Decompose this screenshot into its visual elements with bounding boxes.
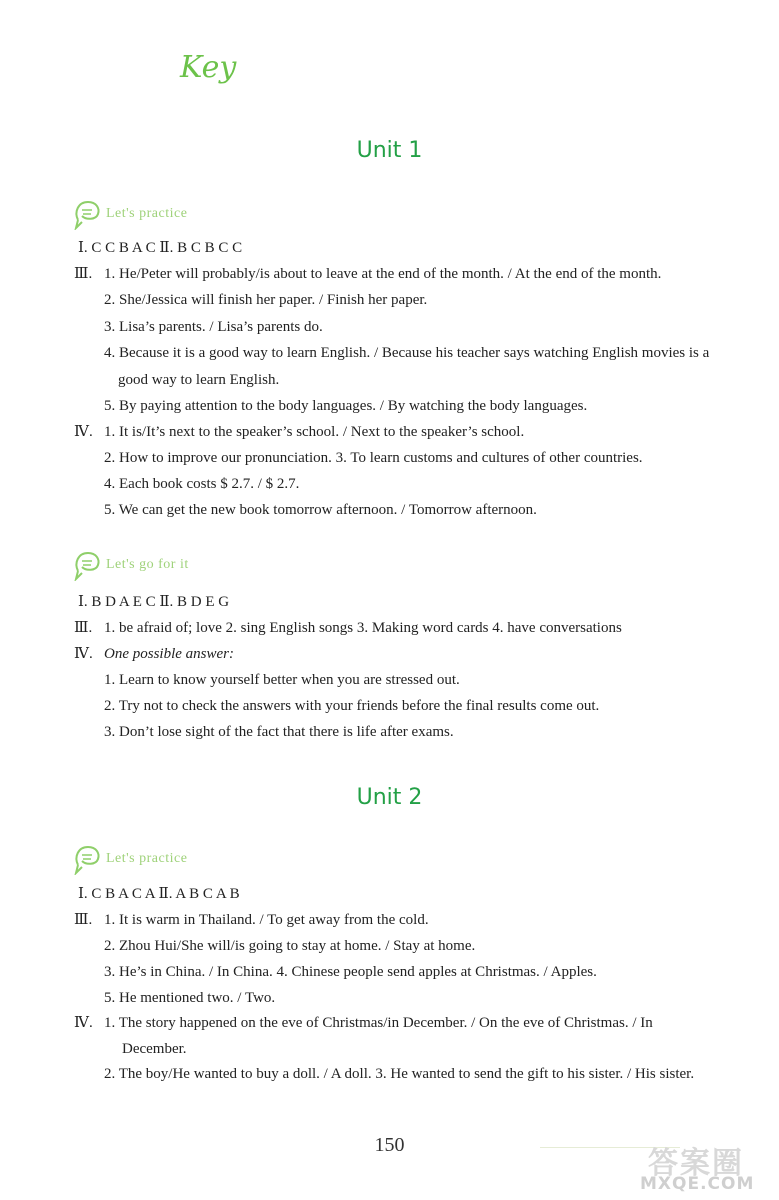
answer-line: 5. He mentioned two. / Two. [104, 990, 276, 1006]
pencil-note-icon [72, 549, 102, 581]
roman-numeral: Ⅳ. [74, 1015, 93, 1031]
answer-text: One possible answer: [104, 646, 234, 662]
answer-line: 5. We can get the new book tomorrow afternoon. / Tomorrow afternoon. [104, 502, 537, 518]
roman-numeral: Ⅲ. [74, 266, 93, 282]
answer-line: 4. Each book costs $ 2.7. / $ 2.7. [104, 476, 300, 492]
answer-line [74, 645, 234, 663]
answer-line [74, 619, 622, 637]
answer-line: December. [122, 1041, 187, 1057]
answer-line: 3. He’s in China. / In China. 4. Chinese people send apples at Christmas. / Apples. [104, 964, 597, 980]
unit-2-title: Unit 2 [356, 785, 423, 810]
answer-line: good way to learn English. [118, 372, 280, 388]
answer-line: Ⅰ. B D A E C Ⅱ. B D E G [78, 594, 230, 610]
pencil-note-icon [72, 198, 102, 230]
answer-line: 2. The boy/He wanted to buy a doll. / A doll. 3. He wanted to send the gift to his sister. / His sister. [104, 1066, 695, 1082]
answer-line: 2. How to improve our pronunciation. 3. To learn customs and cultures of other countries. [104, 450, 643, 466]
answer-line: 1. Learn to know yourself better when you are stressed out. [104, 672, 460, 688]
answer-line: Ⅰ. C C B A C Ⅱ. B C B C C [78, 240, 243, 256]
pencil-note-icon [72, 843, 102, 875]
section-label: Let's practice [106, 206, 188, 221]
answer-line: 2. She/Jessica will finish her paper. / Finish her paper. [104, 292, 428, 308]
watermark-top: 答案圈 [648, 1146, 744, 1181]
answer-line: 4. Because it is a good way to learn English. / Because his teacher says watching English movies is a [104, 345, 710, 361]
answer-line: 2. Zhou Hui/She will/is going to stay at home. / Stay at home. [104, 938, 476, 954]
answer-line: 3. Don’t lose sight of the fact that there is life after exams. [104, 724, 454, 740]
answer-text: 1. be afraid of; love 2. sing English songs 3. Making word cards 4. have conversations [104, 620, 622, 636]
roman-numeral: Ⅲ. [74, 620, 93, 636]
answer-line: 5. By paying attention to the body languages. / By watching the body languages. [104, 398, 588, 414]
section-label: Let's go for it [106, 557, 189, 572]
section-header-go-for-it [72, 548, 189, 582]
roman-numeral: Ⅳ. [74, 424, 93, 440]
section-header-practice [72, 197, 187, 231]
answer-text: 1. The story happened on the eve of Christmas/in December. / On the eve of Christmas. / In [104, 1015, 653, 1031]
answer-text: 1. He/Peter will probably/is about to leave at the end of the month. / At the end of the month. [104, 266, 662, 282]
key-title: Key [180, 50, 237, 85]
answer-line [74, 265, 661, 283]
answer-text: 1. It is/It’s next to the speaker’s school. / Next to the speaker’s school. [104, 424, 525, 440]
answer-line [74, 1014, 653, 1032]
answer-line: 3. Lisa’s parents. / Lisa’s parents do. [104, 319, 323, 335]
watermark [640, 1138, 770, 1194]
answer-line [74, 423, 524, 441]
unit-1-title: Unit 1 [356, 138, 423, 163]
answer-text: 1. It is warm in Thailand. / To get away from the cold. [104, 912, 429, 928]
answer-line: Ⅰ. C B A C A Ⅱ. A B C A B [78, 886, 240, 902]
watermark-bottom: MXQE.COM [640, 1174, 755, 1194]
answer-line [74, 911, 429, 929]
roman-numeral: Ⅳ. [74, 646, 93, 662]
page-number: 150 [374, 1134, 405, 1156]
section-header-practice [72, 842, 187, 876]
answer-line: 2. Try not to check the answers with your friends before the final results come out. [104, 698, 600, 714]
roman-numeral: Ⅲ. [74, 912, 93, 928]
section-label: Let's practice [106, 851, 188, 866]
